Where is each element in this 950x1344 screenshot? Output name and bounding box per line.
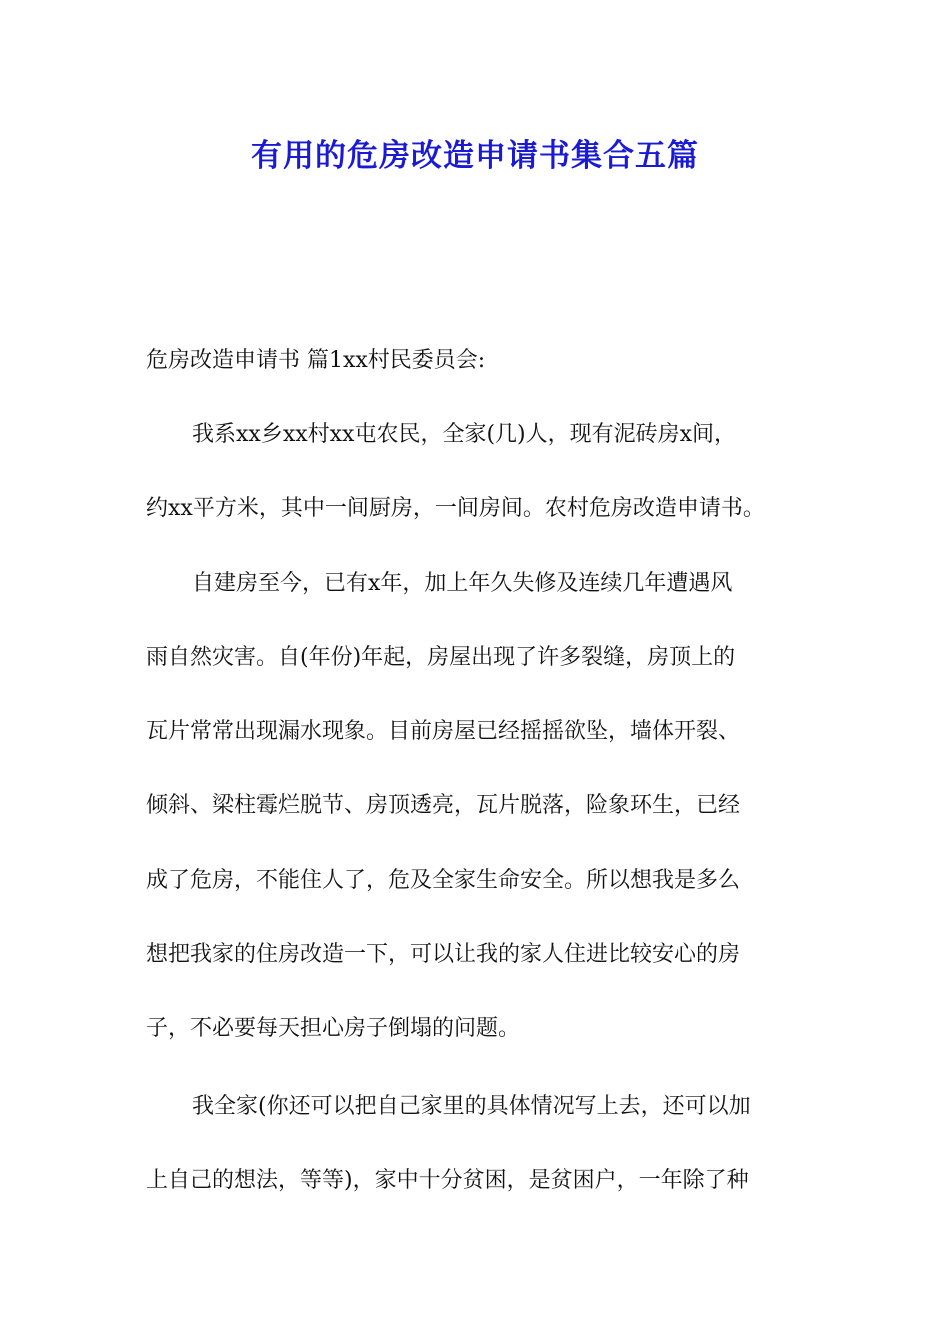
body-line-1: 危房改造申请书 篇1xx村民委员会:	[146, 348, 486, 373]
body-line-5: 雨自然灾害。自(年份)年起，房屋出现了许多裂缝，房顶上的	[146, 645, 736, 670]
document-title: 有用的危房改造申请书集合五篇	[251, 138, 699, 174]
body-line-7: 倾斜、梁柱霉烂脱节、房顶透亮，瓦片脱落，险象环生，已经	[146, 793, 741, 818]
body-line-4: 自建房至今，已有x年，加上年久失修及连续几年遭遇风	[192, 571, 733, 596]
body-line-2: 我系xx乡xx村xx屯农民，全家(几)人，现有泥砖房x间，	[192, 422, 737, 447]
body-line-12: 上自己的想法，等等)，家中十分贫困，是贫困户，一年除了种	[146, 1168, 749, 1193]
body-line-3: 约xx平方米，其中一间厨房，一间房间。农村危房改造申请书。	[146, 496, 765, 521]
body-line-11: 我全家(你还可以把自己家里的具体情况写上去，还可以加	[192, 1094, 751, 1119]
body-line-8: 成了危房，不能住人了，危及全家生命安全。所以想我是多么	[146, 868, 741, 893]
body-line-6: 瓦片常常出现漏水现象。目前房屋已经摇摇欲坠，墙体开裂、	[146, 719, 741, 744]
body-line-10: 子，不必要每天担心房子倒塌的问题。	[146, 1016, 521, 1041]
body-line-9: 想把我家的住房改造一下，可以让我的家人住进比较安心的房	[146, 942, 741, 967]
